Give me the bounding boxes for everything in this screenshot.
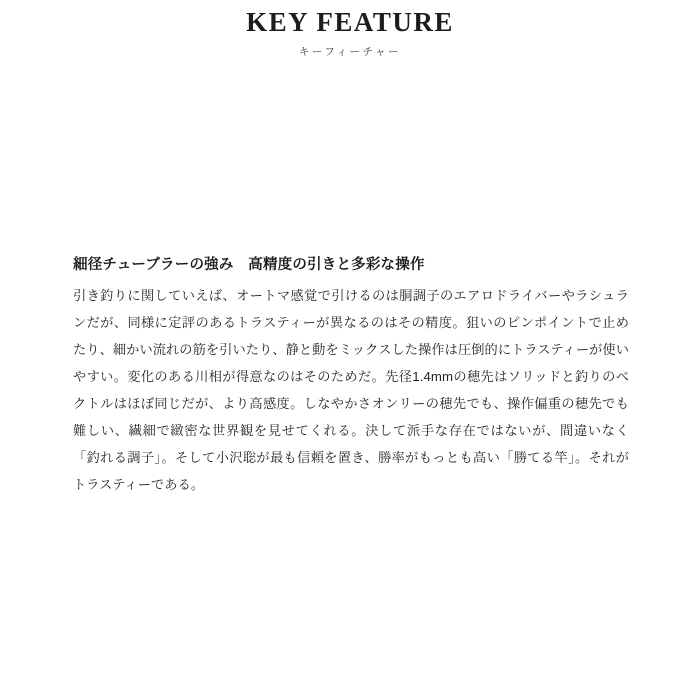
article-body: 引き釣りに関していえば、オートマ感覚で引けるのは胴調子のエアロドライバーやラシュランだが、同様に定評のあるトラスティーが異なるのはその精度。狙いのピンポイントで止めたり、細かい流れの筋を引いたり、静と動をミックスした操作は圧倒的にトラスティーが使いやすい。変化のある川相が得意なのはそのためだ。先径1.4mmの穂先はソリッドと釣りのベクトルはほぼ同じだが、より高感度。しなやかさオンリーの穂先でも、操作偏重の穂先でも難しい、繊細で緻密な世界観を見せてくれる。決して派手な存在ではないが、間違いなく「釣れる調子」。そして小沢聡が最も信頼を置き、勝率がもっとも高い「勝てる竿」。それがトラスティーである。 (73, 288, 629, 493)
page-subtitle: キーフィーチャー (298, 46, 402, 59)
article-section (73, 253, 629, 499)
page-title: KEY FEATURE (246, 7, 454, 37)
article-heading: 細径チューブラーの強み 高精度の引きと多彩な操作 (73, 257, 425, 273)
page-header (0, 0, 700, 59)
